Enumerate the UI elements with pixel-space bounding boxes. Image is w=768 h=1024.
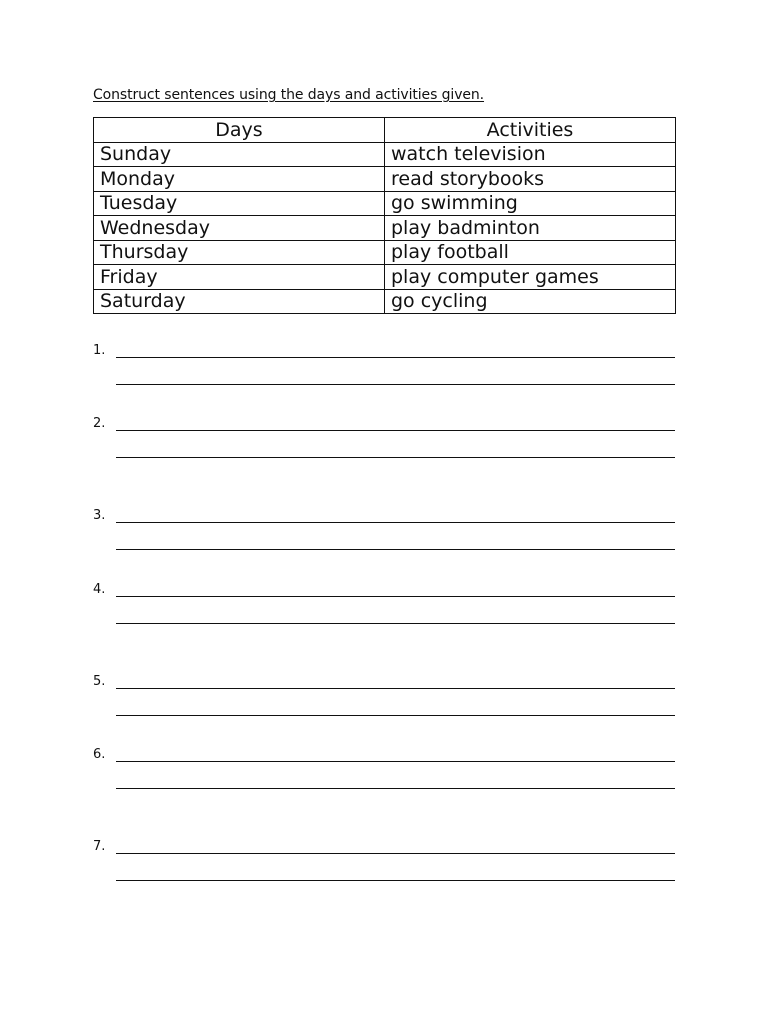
day-cell: Monday (94, 167, 385, 192)
answer-item-4 (93, 582, 675, 632)
answer-line[interactable] (116, 623, 675, 624)
instruction-text: Construct sentences using the days and activities given. (93, 87, 485, 103)
activity-cell: play badminton (385, 216, 676, 241)
activity-cell: play computer games (385, 265, 676, 290)
answer-line[interactable] (116, 549, 675, 550)
activity-cell: go cycling (385, 289, 676, 314)
day-cell: Sunday (94, 142, 385, 167)
answer-item-3 (93, 508, 675, 558)
activity-cell: watch television (385, 142, 676, 167)
answer-line[interactable] (116, 853, 675, 854)
table-row (94, 191, 676, 216)
table-row (94, 265, 676, 290)
answer-line[interactable] (116, 880, 675, 881)
table-row (94, 167, 676, 192)
table-row (94, 289, 676, 314)
table-row (94, 240, 676, 265)
activity-cell: go swimming (385, 191, 676, 216)
question-number: 1. (93, 343, 106, 358)
answer-line[interactable] (116, 788, 675, 789)
day-cell: Tuesday (94, 191, 385, 216)
answer-line[interactable] (116, 715, 675, 716)
header-activities: Activities (385, 118, 676, 143)
question-number: 4. (93, 582, 106, 597)
answer-line[interactable] (116, 522, 675, 523)
table-row (94, 142, 676, 167)
activity-cell: play football (385, 240, 676, 265)
day-cell: Friday (94, 265, 385, 290)
activity-cell: read storybooks (385, 167, 676, 192)
header-days: Days (94, 118, 385, 143)
question-number: 2. (93, 416, 106, 431)
answer-item-2 (93, 416, 675, 466)
answer-line[interactable] (116, 596, 675, 597)
question-number: 5. (93, 674, 106, 689)
answer-line[interactable] (116, 761, 675, 762)
answer-line[interactable] (116, 457, 675, 458)
table-row (94, 216, 676, 241)
day-cell: Saturday (94, 289, 385, 314)
answer-item-5 (93, 674, 675, 724)
day-cell: Wednesday (94, 216, 385, 241)
answer-item-6 (93, 747, 675, 797)
question-number: 6. (93, 747, 106, 762)
question-number: 7. (93, 839, 106, 854)
answer-line[interactable] (116, 688, 675, 689)
answer-item-7 (93, 839, 675, 889)
answer-line[interactable] (116, 357, 675, 358)
answer-line[interactable] (116, 430, 675, 431)
answer-item-1 (93, 343, 675, 393)
answer-line[interactable] (116, 384, 675, 385)
table-header-row (94, 118, 676, 143)
day-cell: Thursday (94, 240, 385, 265)
question-number: 3. (93, 508, 106, 523)
days-activities-table (93, 117, 676, 314)
